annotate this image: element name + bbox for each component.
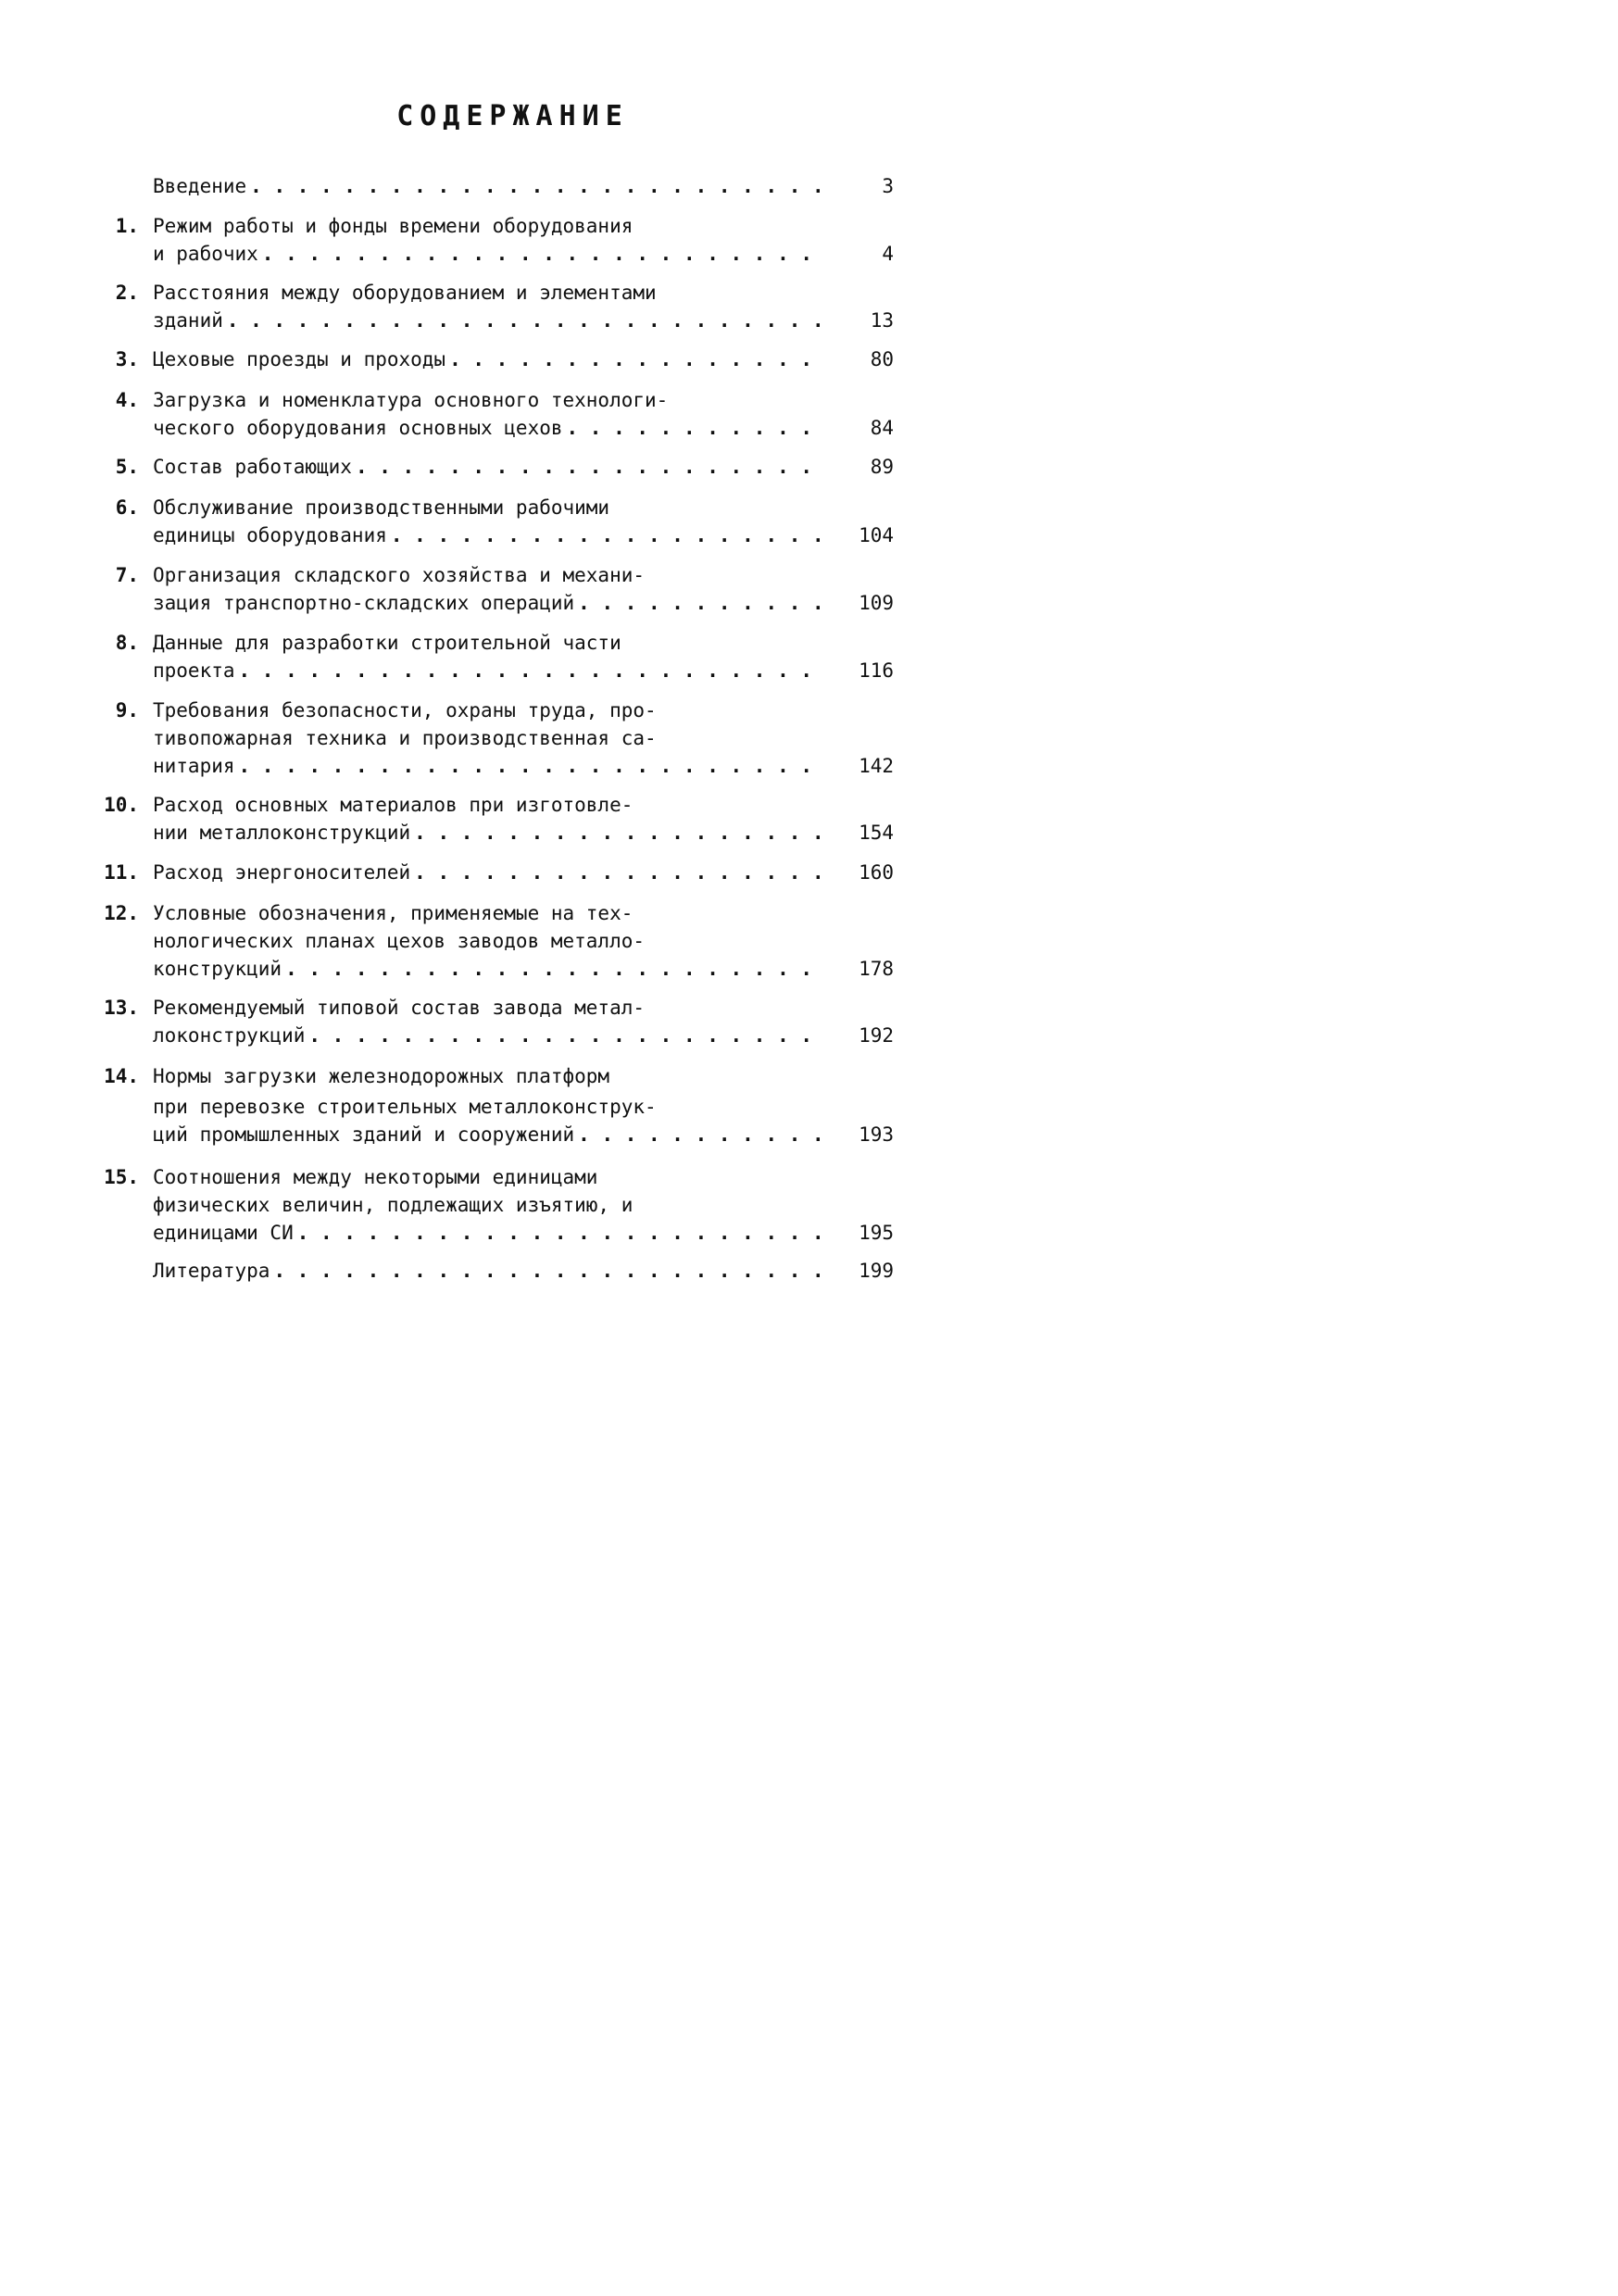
toc-dot-leader <box>297 1219 820 1247</box>
toc-entry-text: локонструкций <box>153 1024 306 1047</box>
toc-dot-leader <box>262 240 820 268</box>
toc-dot-leader <box>578 1121 820 1148</box>
toc-entry-last-line <box>153 345 820 373</box>
toc-dot-leader <box>227 307 820 334</box>
toc-entry-number: 9. <box>115 699 139 721</box>
toc-entry-number: 11. <box>104 861 139 884</box>
toc-entry-number: 2. <box>115 282 139 304</box>
toc-dot-leader <box>308 1022 820 1049</box>
toc-entry-number: 15. <box>104 1166 139 1188</box>
toc-entry-last-line <box>153 1022 820 1049</box>
toc-entry-last-line <box>153 819 820 847</box>
toc-entry-last-line <box>153 240 820 268</box>
toc-entry-text: тивопожарная техника и производственная са- <box>153 727 657 749</box>
toc-dot-leader <box>414 819 820 847</box>
toc-entry-text: проекта <box>153 659 235 682</box>
toc-entry-text: Цеховые проезды и проходы <box>153 348 446 370</box>
toc-entry-number: 12. <box>104 902 139 924</box>
toc-entry-number: 4. <box>115 389 139 411</box>
toc-entry-number: 3. <box>115 348 139 370</box>
toc-entry-text: при перевозке строительных металлоконструк- <box>153 1096 657 1118</box>
toc-page-number: 199 <box>859 1260 894 1282</box>
toc-entry-text: единицами СИ <box>153 1222 294 1244</box>
toc-dot-leader <box>239 657 820 684</box>
toc-dot-leader <box>356 453 820 481</box>
toc-entry-last-line <box>153 414 820 442</box>
toc-page-number: 178 <box>859 958 894 980</box>
toc-page-number: 89 <box>870 456 894 478</box>
toc-entry-last-line <box>153 1121 820 1148</box>
toc-entry-text: Введение <box>153 175 247 197</box>
toc-entry-number: 14. <box>104 1065 139 1087</box>
toc-entry-text: нологических планах цехов заводов металло- <box>153 930 646 952</box>
toc-entry-text: Обслуживание производственными рабочими <box>153 496 610 519</box>
toc-dot-leader <box>239 752 820 780</box>
toc-dot-leader <box>250 172 820 200</box>
toc-entry-number: 13. <box>104 997 139 1019</box>
toc-page-number: 142 <box>859 755 894 777</box>
toc-entry-text: Расход энергоносителей <box>153 861 411 884</box>
toc-dot-leader <box>578 589 820 617</box>
toc-entry-text: единицы оборудования <box>153 524 387 546</box>
toc-entry-number: 6. <box>115 496 139 519</box>
toc-page-number: 13 <box>870 309 894 332</box>
toc-entry-text: физических величин, подлежащих изъятию, и <box>153 1194 633 1216</box>
toc-entry-last-line <box>153 453 820 481</box>
toc-entry-text: Расход основных материалов при изготовле- <box>153 794 633 816</box>
toc-page-number: 80 <box>870 348 894 370</box>
toc-entry-last-line <box>153 955 820 983</box>
toc-page-number: 154 <box>859 822 894 844</box>
toc-entry-text: Условные обозначения, применяемые на тех- <box>153 902 633 924</box>
toc-entry-last-line <box>153 752 820 780</box>
toc-page-number: 104 <box>859 524 894 546</box>
toc-entry-number: 5. <box>115 456 139 478</box>
toc-dot-leader <box>273 1257 820 1285</box>
toc-entry-text: зация транспортно-складских операций <box>153 592 575 614</box>
toc-page-number: 4 <box>882 243 894 265</box>
toc-entry-text: нии металлоконструкций <box>153 822 411 844</box>
toc-page <box>0 0 1025 1452</box>
toc-entry-text: зданий <box>153 309 223 332</box>
toc-entry-text: Нормы загрузки железнодорожных платформ <box>153 1065 610 1087</box>
toc-dot-leader <box>414 859 820 886</box>
toc-page-number: 193 <box>859 1123 894 1146</box>
toc-entry-text: Режим работы и фонды времени оборудования <box>153 215 633 237</box>
toc-entry-last-line <box>153 521 820 549</box>
toc-entry-text: Состав работающих <box>153 456 352 478</box>
toc-entry-text: Расстояния между оборудованием и элементами <box>153 282 657 304</box>
toc-entry-last-line <box>153 307 820 334</box>
toc-entry-number: 8. <box>115 632 139 654</box>
toc-entry-text: Рекомендуемый типовой состав завода метал- <box>153 997 646 1019</box>
toc-page-number: 116 <box>859 659 894 682</box>
toc-dot-leader <box>391 521 820 549</box>
toc-entry-text: нитария <box>153 755 235 777</box>
toc-dot-leader <box>449 345 820 373</box>
page-title: СОДЕРЖАНИЕ <box>396 100 629 132</box>
toc-entry-last-line <box>153 172 820 200</box>
toc-entry-text: конструкций <box>153 958 282 980</box>
toc-entry-number: 7. <box>115 564 139 586</box>
toc-page-number: 192 <box>859 1024 894 1047</box>
toc-entry-text: ческого оборудования основных цехов <box>153 417 563 439</box>
toc-entry-text: Данные для разработки строительной части <box>153 632 621 654</box>
toc-entry-text: ций промышленных зданий и сооружений <box>153 1123 575 1146</box>
toc-entry-text: Литература <box>153 1260 270 1282</box>
toc-entry-text: Требования безопасности, охраны труда, про- <box>153 699 657 721</box>
toc-entry-number: 1. <box>115 215 139 237</box>
toc-entry-text: Организация складского хозяйства и механи- <box>153 564 646 586</box>
toc-dot-leader <box>567 414 820 442</box>
toc-page-number: 84 <box>870 417 894 439</box>
toc-entry-last-line <box>153 1219 820 1247</box>
toc-entry-last-line <box>153 589 820 617</box>
toc-entry-text: Загрузка и номенклатура основного технологи- <box>153 389 669 411</box>
toc-page-number: 160 <box>859 861 894 884</box>
toc-entry-last-line <box>153 657 820 684</box>
toc-page-number: 109 <box>859 592 894 614</box>
toc-entry-text: Соотношения между некоторыми единицами <box>153 1166 598 1188</box>
toc-page-number: 3 <box>882 175 894 197</box>
toc-page-number: 195 <box>859 1222 894 1244</box>
toc-entry-text: и рабочих <box>153 243 258 265</box>
toc-entry-number: 10. <box>104 794 139 816</box>
toc-dot-leader <box>285 955 820 983</box>
toc-entry-last-line <box>153 1257 820 1285</box>
toc-entry-last-line <box>153 859 820 886</box>
